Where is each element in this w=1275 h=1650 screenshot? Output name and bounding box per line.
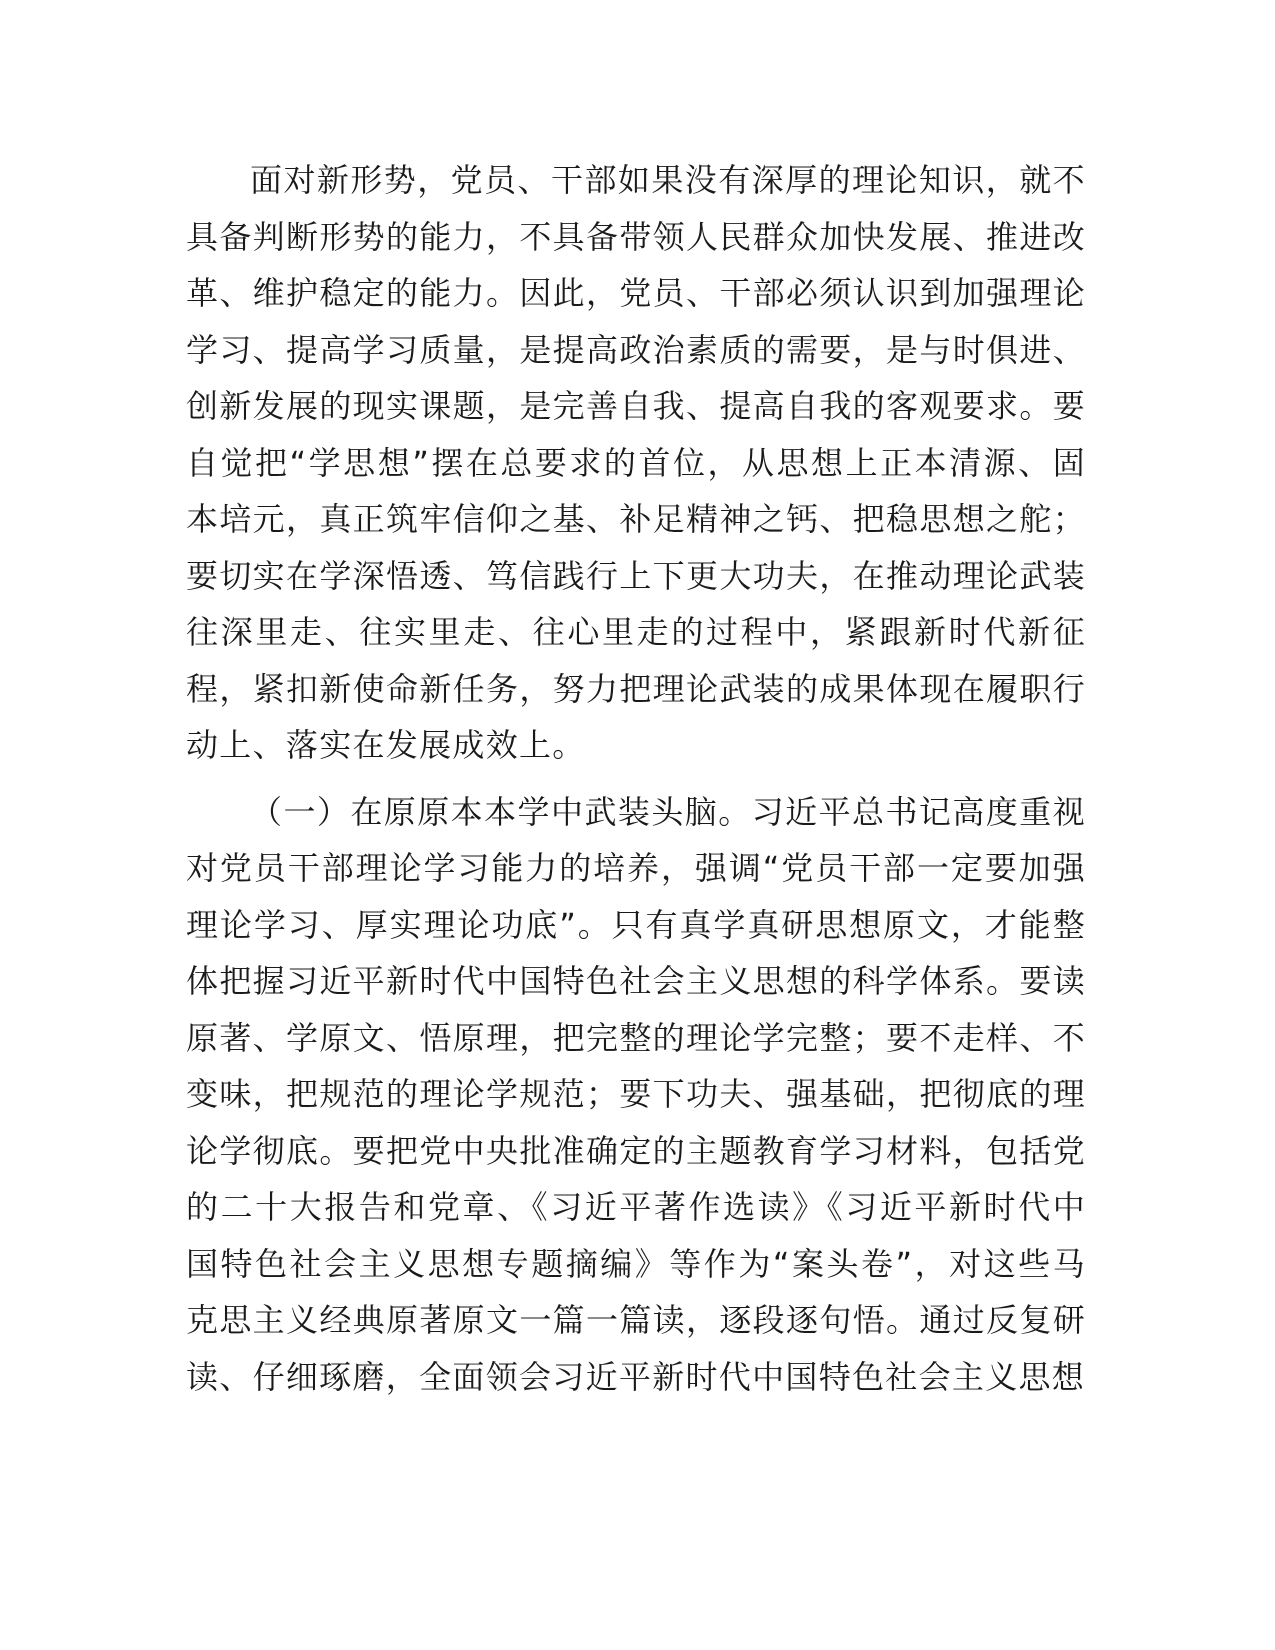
paragraph-intro: 面对新形势，党员、干部如果没有深厚的理论知识，就不具备判断形势的能力，不具备带领人民群众加快发展、推进改革、维护稳定的能力。因此，党员、干部必须认识到加强理论学习、提高学习质量，是提高政治素质的需要，是与时俱进、创新发展的现实课题，是完善自我、提高自我的客观要求。要自觉把“学思想”摆在总要求的首位，从思想上正本清源、固本培元，真正筑牢信仰之基、补足精神之钙、把稳思想之舵；要切实在学深悟透、笃信践行上下更大功夫，在推动理论武装往深里走、往实里走、往心里走的过程中，紧跟新时代新征程，紧扣新使命新任务，努力把理论武装的成果体现在履职行动上、落实在发展成效上。	[186, 161, 1086, 764]
document-body	[186, 152, 1086, 1405]
paragraph-section-one: （一）在原原本本学中武装头脑。习近平总书记高度重视对党员干部理论学习能力的培养，强调“党员干部一定要加强理论学习、厚实理论功底”。只有真学真研思想原文，才能整体把握习近平新时代中国特色社会主义思想的科学体系。要读原著、学原文、悟原理，把完整的理论学完整；要不走样、不变味，把规范的理论学规范；要下功夫、强基础，把彻底的理论学彻底。要把党中央批准确定的主题教育学习材料，包括党的二十大报告和党章、《习近平著作选读》《习近平新时代中国特色社会主义思想专题摘编》等作为“案头卷”，对这些马克思主义经典原著原文一篇一篇读，逐段逐句悟。通过反复研读、仔细琢磨，全面领会习近平新时代中国特色社会主义思想	[186, 792, 1086, 1396]
